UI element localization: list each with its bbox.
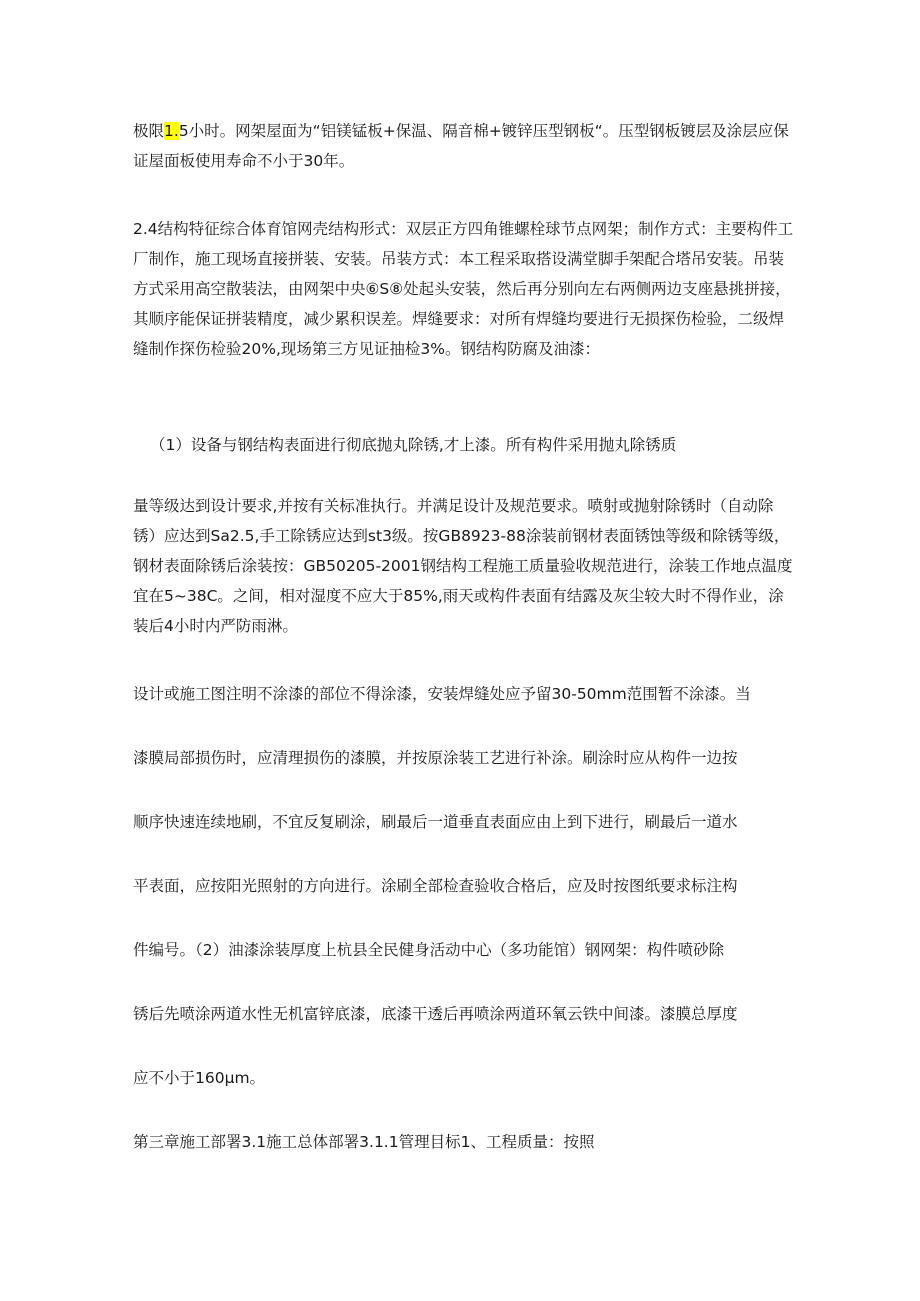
paragraph-structure-features: 2.4结构特征综合体育馆网壳结构形式：双层正方四角锥螺栓球节点网架；制作方式：主要构件工厂制作，施工现场直接拼装、安装。吊装方式：本工程采取搭设满堂脚手架配合塔吊安装。吊装方式采用高空散装法，由网架中央⑥S⑧处起头安装，然后再分别向左右两侧两边支座悬挑拼接，其顺序能保证拼装精度，减少累积误差。焊缝要求：对所有焊缝均要进行无损探伤检验，二级焊缝制作探伤检验20%,现场第三方见证抽检3%。钢结构防腐及油漆：: [133, 220, 794, 358]
text-line-5: 件编号。（2）油漆涂装厚度上杭县全民健身活动中心（多功能馆）钢网架：构件喷砂除: [133, 941, 725, 959]
text-line-7: 应不小于160μm。: [133, 1069, 266, 1087]
paragraph-rust-removal-intro: （1）设备与钢结构表面进行彻底抛丸除锈,才上漆。所有构件采用抛丸除锈质: [150, 436, 677, 454]
text-line-4: 平表面，应按阳光照射的方向进行。涂刷全部检查验收合格后，应及时按图纸要求标注构: [133, 877, 738, 895]
text-line-1: 设计或施工图注明不涂漆的部位不得涂漆，安装焊缝处应予留30-50mm范围暂不涂漆。当: [133, 685, 751, 703]
chapter-heading-line: 第三章施工部署3.1施工总体部署3.1.1管理目标1、工程质量：按照: [133, 1133, 595, 1151]
p1-prefix: 极限: [133, 122, 165, 140]
paragraph-roof-material: [133, 116, 795, 176]
paragraph-rust-removal-standards: 量等级达到设计要求,并按有关标准执行。并满足设计及规范要求。喷射或抛射除锈时（自动除锈）应达到Sa2.5,手工除锈应达到st3级。按GB8923-88涂装前钢材表面锈蚀等级和除锈等级，钢材表面除锈后涂装按：GB50205-2001钢结构工程施工质量验收规范进行，涂装工作地点温度宜在5~38C。之间，相对湿度不应大于85%,雨天或构件表面有结露及灰尘较大时不得作业，涂装后4小时内严防雨淋。: [133, 497, 793, 635]
p1-suffix: 5小时。网架屋面为“铝镁锰板+保温、隔音棉+镀锌压型钢板“。压型钢板镀层及涂层应保证屋面板使用寿命不小于30年。: [133, 122, 789, 170]
text-line-3: 顺序快速连续地刷，不宜反复刷涂，刷最后一道垂直表面应由上到下进行，刷最后一道水: [133, 813, 738, 831]
text-line-2: 漆膜局部损伤时，应清理损伤的漆膜，并按原涂装工艺进行补涂。刷涂时应从构件一边按: [133, 749, 738, 767]
highlighted-text: 1.: [164, 122, 179, 140]
text-line-6: 锈后先喷涂两道水性无机富锌底漆，底漆干透后再喷涂两道环氧云铁中间漆。漆膜总厚度: [133, 1005, 738, 1023]
